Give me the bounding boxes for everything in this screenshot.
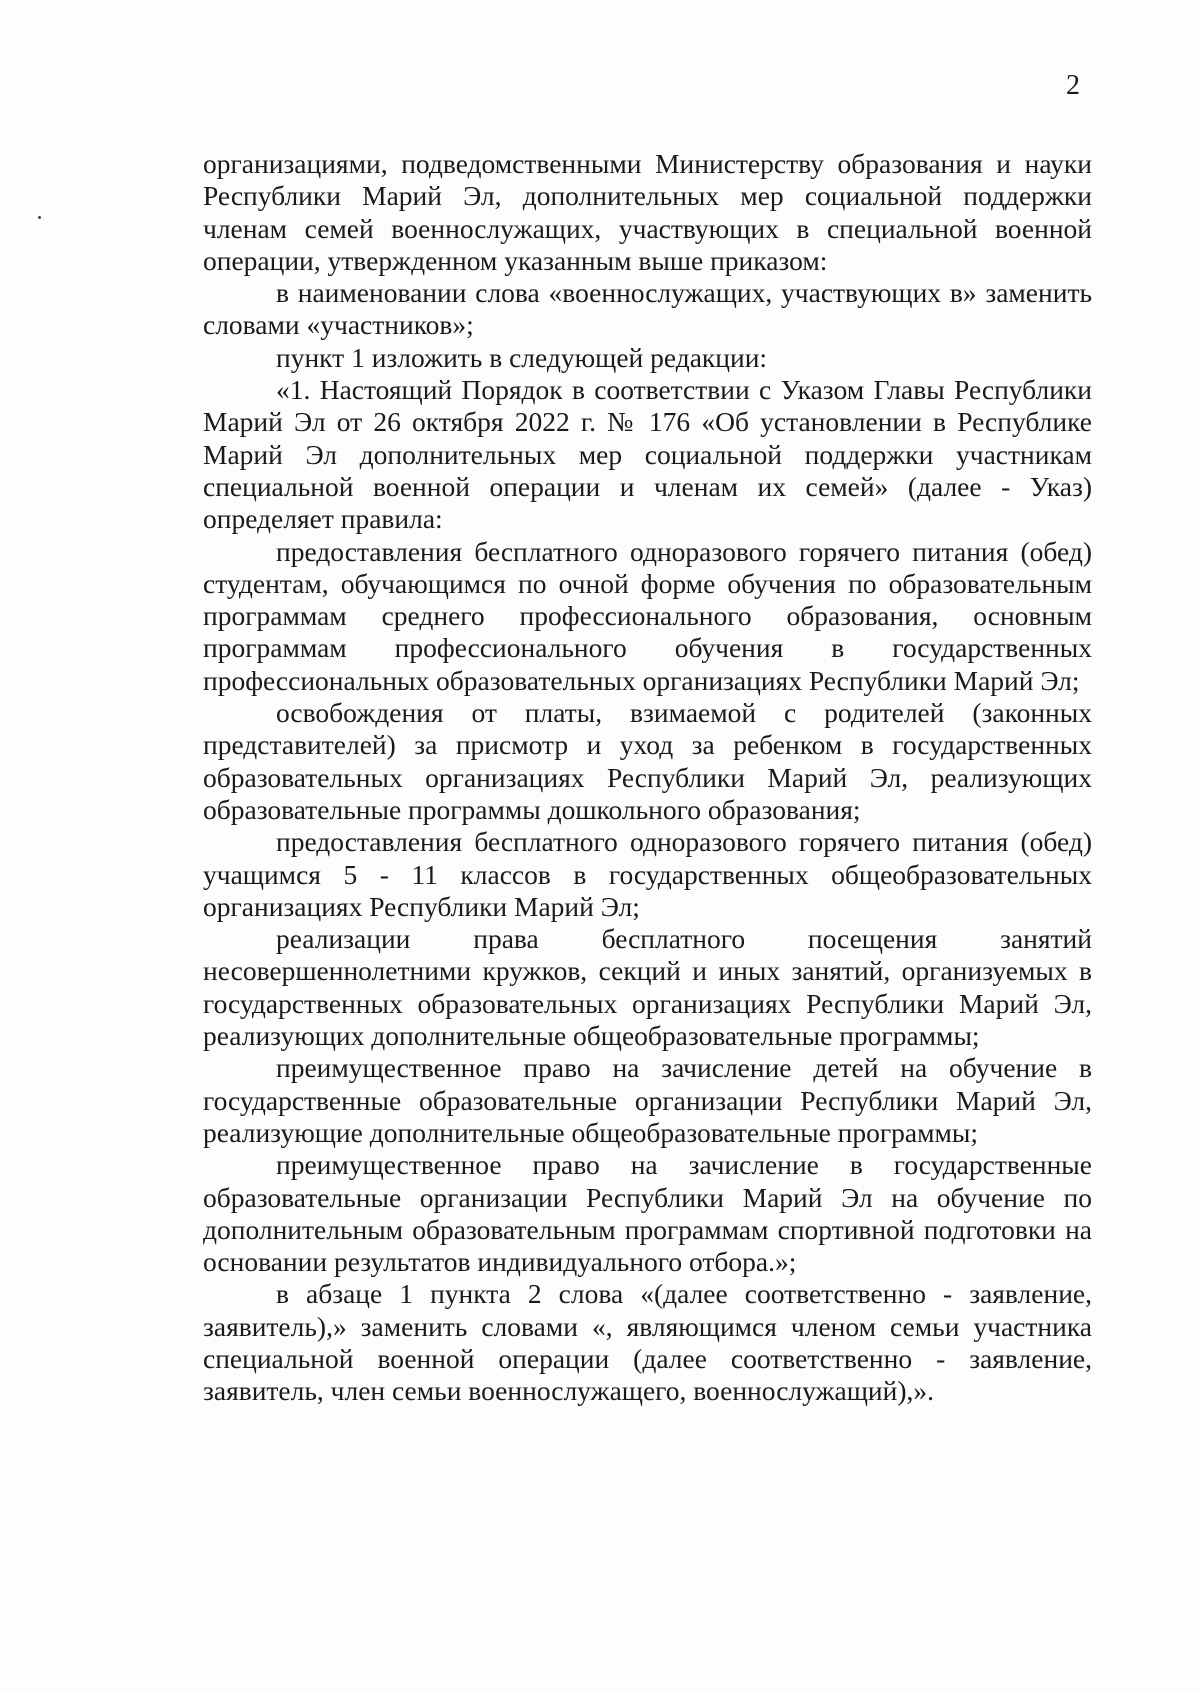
- paragraph-point-2-amendment: в абзаце 1 пункта 2 слова «(далее соответственно - заявление, заявитель),» заменить словами «, являющимся членом семьи участника специальной военной операции (далее соответственно - заявление, заявитель, член семьи военнослужащего, военнослужащий),».: [203, 1278, 1092, 1407]
- scan-artifact-dot: [38, 216, 41, 219]
- paragraph-rule-free-clubs: реализации права бесплатного посещения занятий несовершеннолетними кружков, секций и иных занятий, организуемых в государственных образовательных организациях Республики Марий Эл, реализующих дополнительные общеобразовательные программы;: [203, 923, 1092, 1052]
- paragraph-rule-sports-enrollment: преимущественное право на зачисление в государственные образовательные организации Республики Марий Эл на обучение по дополнительным образовательным программам спортивной подготовки на основании результатов индивидуального отбора.»;: [203, 1149, 1092, 1278]
- page-number: 2: [1066, 70, 1080, 101]
- document-body: [203, 148, 1092, 1408]
- paragraph-rule-school-meals: предоставления бесплатного одноразового горячего питания (обед) учащимся 5 - 11 классов в государственных общеобразовательных организациях Республики Марий Эл;: [203, 826, 1092, 922]
- paragraph-rule-student-meals: предоставления бесплатного одноразового горячего питания (обед) студентам, обучающимся по очной форме обучения по образовательным программам среднего профессионального образования, основным программам профессионального обучения в государственных профессиональных образовательных организациях Республики Марий Эл;: [203, 535, 1092, 696]
- paragraph-point-1-intro: пункт 1 изложить в следующей редакции:: [276, 341, 768, 373]
- paragraph-rule-priority-enrollment: преимущественное право на зачисление детей на обучение в государственные образовательные организации Республики Марий Эл, реализующие дополнительные общеобразовательные программы;: [203, 1052, 1092, 1148]
- paragraph-rule-preschool-fee: освобождения от платы, взимаемой с родителей (законных представителей) за присмотр и уход за ребенком в государственных образовательных организациях Республики Марий Эл, реализующих образовательные программы дошкольного образования;: [203, 697, 1092, 825]
- paragraph-title-amendment: в наименовании слова «военнослужащих, участвующих в» заменить словами «участников»;: [203, 277, 1092, 341]
- paragraph-point-1-text: «1. Настоящий Порядок в соответствии с Указом Главы Республики Марий Эл от 26 октября 2022 г. № 176 «Об установлении в Республике Марий Эл дополнительных мер социальной поддержки участникам специальной военной операции и членам их семей» (далее - Указ) определяет правила:: [203, 374, 1092, 535]
- paragraph-continuation: организациями, подведомственными Министерству образования и науки Республики Марий Эл, дополнительных мер социальной поддержки членам семей военнослужащих, участвующих в специальной военной операции, утвержденном указанным выше приказом:: [203, 148, 1092, 276]
